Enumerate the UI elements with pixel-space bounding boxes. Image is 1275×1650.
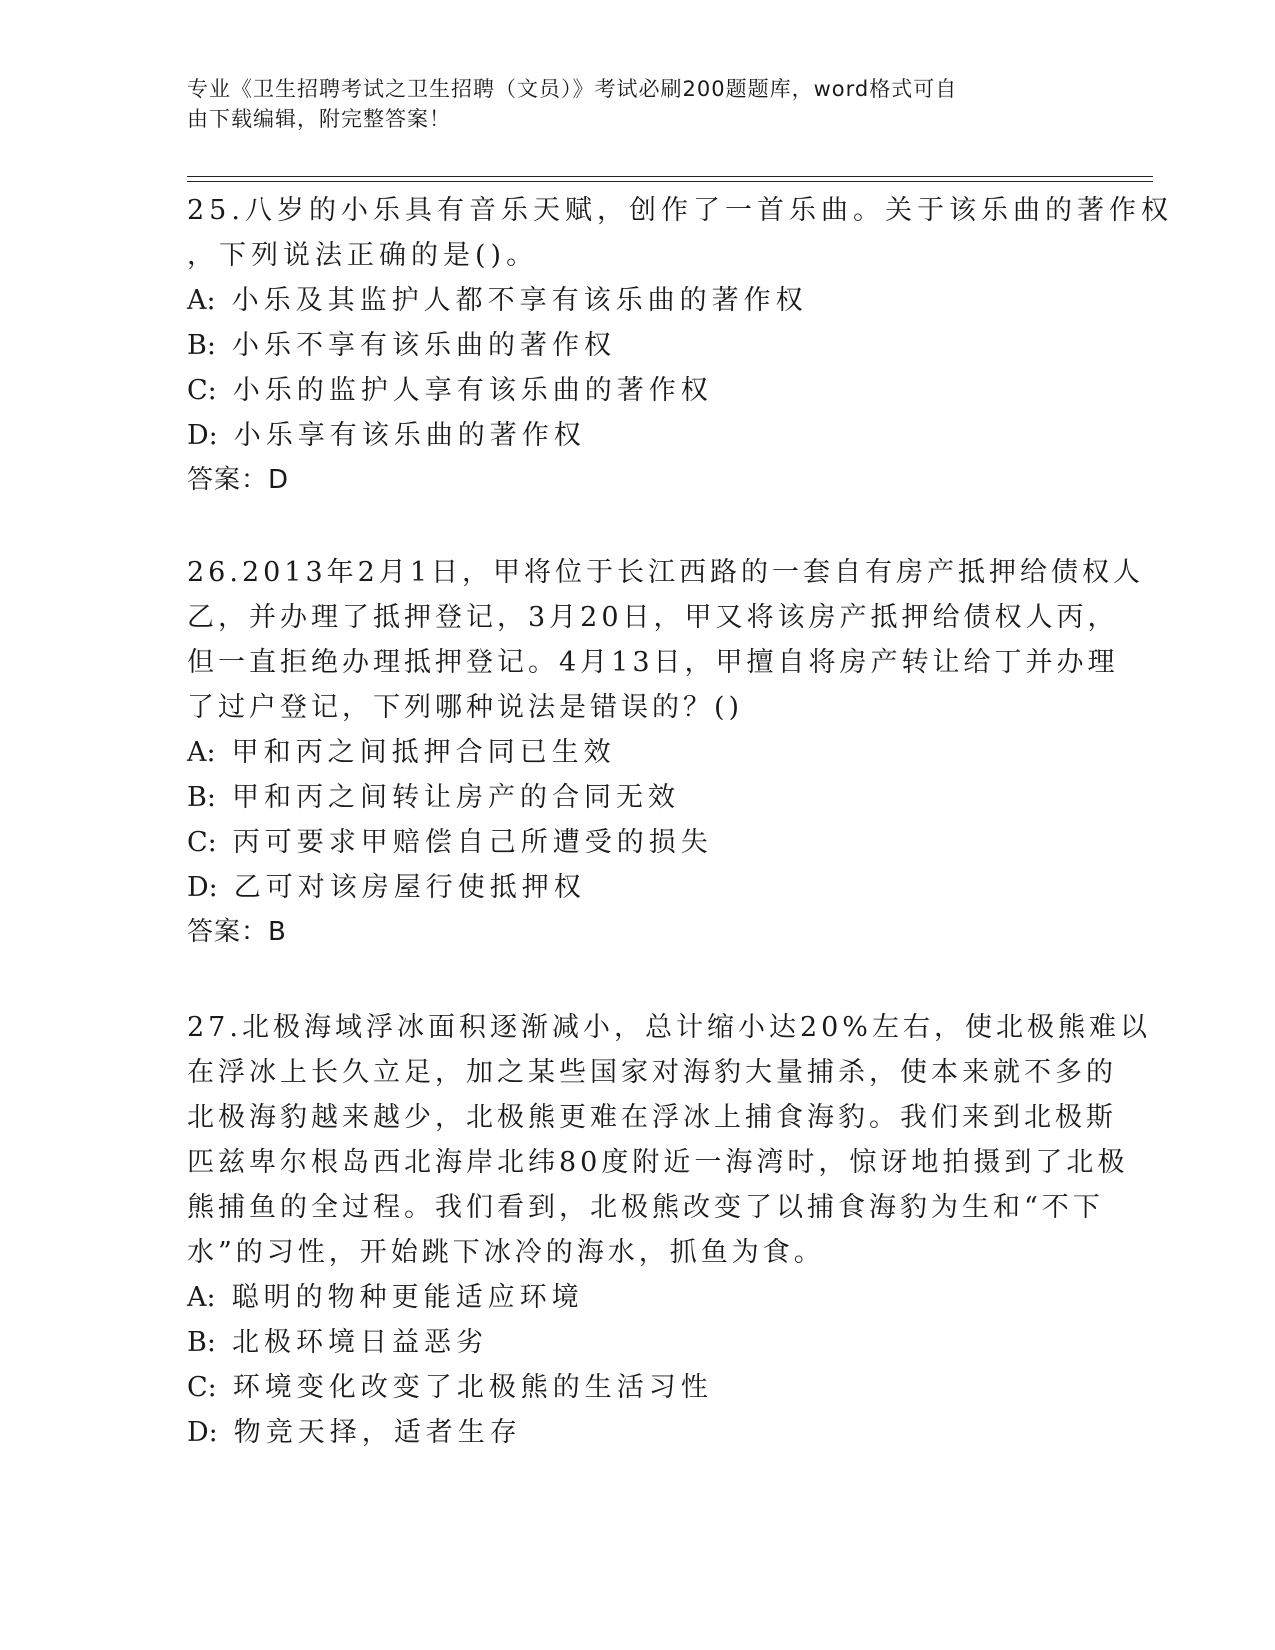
option-label: C: — [187, 375, 217, 406]
option-text: 北极环境日益恶劣 — [231, 1327, 488, 1358]
question-stem-line: 匹兹卑尔根岛西北海岸北纬80度附近一海湾时，惊讶地拍摄到了北极 — [187, 1147, 1129, 1178]
option-a — [187, 278, 1087, 323]
option-text: 聪明的物种更能适应环境 — [231, 1282, 584, 1313]
header-line-2: 由下载编辑，附完整答案！ — [187, 107, 451, 131]
option-label: A: — [187, 1282, 216, 1313]
option-label: A: — [187, 285, 216, 316]
option-text: 乙可对该房屋行使抵押权 — [233, 872, 586, 903]
question-26 — [187, 550, 1145, 955]
option-label: D: — [187, 1417, 218, 1448]
option-a — [187, 730, 1087, 775]
answer-line: 答案：B — [187, 917, 287, 947]
option-d — [187, 865, 1087, 910]
question-stem-line: 27.北极海域浮冰面积逐渐减小，总计缩小达20%左右，使北极熊难以 — [187, 1012, 1151, 1043]
option-b — [187, 775, 1087, 820]
document-header — [187, 74, 1067, 134]
option-text: 环境变化改变了北极熊的生活习性 — [232, 1372, 713, 1403]
option-b — [187, 1320, 1087, 1365]
option-label: C: — [187, 1372, 217, 1403]
option-label: D: — [187, 872, 218, 903]
question-stem-line: 在浮冰上长久立足，加之某些国家对海豹大量捕杀，使本来就不多的 — [187, 1057, 1117, 1088]
option-c — [187, 368, 1087, 413]
question-stem-line: 了过户登记，下列哪种说法是错误的？() — [187, 692, 744, 723]
option-b — [187, 323, 1087, 368]
option-label: A: — [187, 737, 216, 768]
option-c — [187, 820, 1087, 865]
question-25 — [187, 188, 1173, 503]
option-text: 小乐及其监护人都不享有该乐曲的著作权 — [231, 285, 808, 316]
option-text: 小乐的监护人享有该乐曲的著作权 — [232, 375, 713, 406]
option-text: 小乐享有该乐曲的著作权 — [233, 420, 586, 451]
header-line-1: 专业《卫生招聘考试之卫生招聘（文员）》考试必刷200题题库，word格式可自 — [187, 77, 958, 101]
option-label: B: — [187, 1327, 216, 1358]
question-stem-line: 26.2013年2月1日，甲将位于长江西路的一套自有房产抵押给债权人 — [187, 557, 1145, 588]
option-label: D: — [187, 420, 218, 451]
option-a — [187, 1275, 1087, 1320]
option-text: 甲和丙之间转让房产的合同无效 — [231, 782, 680, 813]
question-stem-line: 乙，并办理了抵押登记，3月20日，甲又将该房产抵押给债权人丙， — [187, 602, 1119, 633]
header-divider-top — [187, 176, 1153, 177]
option-d — [187, 1410, 1087, 1455]
header-divider-bottom — [187, 181, 1153, 182]
question-stem-line: 25.八岁的小乐具有音乐天赋，创作了一首乐曲。关于该乐曲的著作权 — [187, 195, 1173, 226]
option-label: B: — [187, 782, 216, 813]
option-label: C: — [187, 827, 217, 858]
question-stem-line: 但一直拒绝办理抵押登记。4月13日，甲擅自将房产转让给丁并办理 — [187, 647, 1119, 678]
question-stem-line: 水”的习性，开始跳下冰冷的海水，抓鱼为食。 — [187, 1237, 825, 1268]
question-stem-line: ，下列说法正确的是()。 — [187, 240, 539, 271]
option-text: 丙可要求甲赔偿自己所遭受的损失 — [232, 827, 713, 858]
option-text: 物竞天择，适者生存 — [233, 1417, 522, 1448]
option-text: 小乐不享有该乐曲的著作权 — [231, 330, 616, 361]
option-text: 甲和丙之间抵押合同已生效 — [231, 737, 616, 768]
question-stem-line: 熊捕鱼的全过程。我们看到，北极熊改变了以捕食海豹为生和“不下 — [187, 1192, 1104, 1223]
option-c — [187, 1365, 1087, 1410]
option-label: B: — [187, 330, 216, 361]
question-stem-line: 北极海豹越来越少，北极熊更难在浮冰上捕食海豹。我们来到北极斯 — [187, 1102, 1117, 1133]
option-d — [187, 413, 1087, 458]
answer-line: 答案：D — [187, 465, 290, 495]
question-27 — [187, 1005, 1151, 1455]
